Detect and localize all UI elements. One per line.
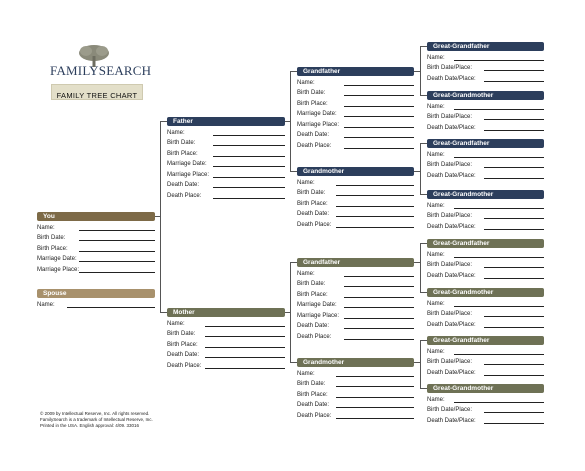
field-label: Death Date/Place: <box>427 321 476 328</box>
field-entry-line[interactable] <box>213 177 285 178</box>
field-row <box>167 158 285 169</box>
field-label: Death Place: <box>297 142 332 149</box>
field-entry-line[interactable] <box>484 81 544 82</box>
field-entry-line[interactable] <box>336 227 414 228</box>
field-label: Death Place: <box>167 362 202 369</box>
field-label: Marriage Date: <box>297 302 337 308</box>
field-label: Marriage Place: <box>297 121 340 128</box>
field-entry-line[interactable] <box>484 119 544 120</box>
field-label: Death Date: <box>297 323 330 329</box>
field-entry-line[interactable] <box>454 157 544 158</box>
field-label: Birth Date: <box>37 235 66 241</box>
field-entry-line[interactable] <box>344 297 414 298</box>
field-row <box>297 97 414 108</box>
field-label: Death Place: <box>297 221 332 228</box>
field-entry-line[interactable] <box>484 278 544 279</box>
field-row <box>427 404 544 415</box>
you-box <box>37 212 155 274</box>
field-label: Name: <box>297 270 315 277</box>
field-entry-line[interactable] <box>344 116 414 117</box>
great-grandmother-box <box>427 91 544 132</box>
field-label: Birth Date/Place: <box>427 262 473 268</box>
field-row <box>427 72 544 83</box>
field-entry-line[interactable] <box>484 229 544 230</box>
field-entry-line[interactable] <box>484 167 544 168</box>
field-entry-line[interactable] <box>336 407 414 408</box>
field-entry-line[interactable] <box>344 286 414 287</box>
field-entry-line[interactable] <box>344 276 414 277</box>
great-grandfather-box <box>427 239 544 280</box>
field-entry-line[interactable] <box>336 185 414 186</box>
field-label: Birth Place: <box>297 200 328 207</box>
person-header: Great-Grandmother <box>427 91 544 100</box>
field-row <box>427 308 544 319</box>
field-row <box>297 208 414 219</box>
field-label: Birth Date: <box>297 90 326 96</box>
field-entry-line[interactable] <box>336 195 414 196</box>
field-entry-line[interactable] <box>484 218 544 219</box>
field-label: Marriage Place: <box>297 312 340 319</box>
field-row <box>297 299 414 310</box>
field-entry-line[interactable] <box>213 166 285 167</box>
field-entry-line[interactable] <box>336 397 414 398</box>
field-row <box>297 278 414 289</box>
field-label: Birth Date/Place: <box>427 407 473 413</box>
field-row <box>297 388 414 399</box>
field-label: Birth Date: <box>297 190 326 196</box>
field-label: Death Date: <box>297 402 330 408</box>
field-entry-line[interactable] <box>344 85 414 86</box>
maternal-grandmother-box <box>297 358 414 420</box>
field-row <box>167 349 285 360</box>
field-entry-line[interactable] <box>336 386 414 387</box>
field-label: Name: <box>167 320 185 327</box>
paternal-grandfather-box <box>297 67 414 150</box>
field-row <box>297 288 414 299</box>
field-label: Birth Place: <box>297 391 328 398</box>
field-label: Birth Date/Place: <box>427 114 473 120</box>
field-label: Name: <box>427 103 445 110</box>
field-label: Birth Date/Place: <box>427 213 473 219</box>
field-entry-line[interactable] <box>454 60 544 61</box>
person-header: Grandfather <box>297 67 414 76</box>
field-entry-line[interactable] <box>484 327 544 328</box>
field-entry-line[interactable] <box>454 208 544 209</box>
field-label: Name: <box>37 224 55 231</box>
field-row <box>297 267 414 278</box>
field-row <box>167 147 285 158</box>
great-grandfather-box <box>427 42 544 83</box>
field-entry-line[interactable] <box>79 251 155 252</box>
field-entry-line[interactable] <box>213 198 285 199</box>
field-label: Name: <box>297 179 315 186</box>
person-header: Great-Grandfather <box>427 139 544 148</box>
field-entry-line[interactable] <box>484 316 544 317</box>
field-label: Name: <box>427 396 445 403</box>
field-label: Name: <box>297 79 315 86</box>
field-label: Birth Date: <box>297 281 326 287</box>
field-row <box>297 309 414 320</box>
field-row <box>297 330 414 341</box>
footer-line: FamilySearch is a trademark of Intellectual Reserve, Inc. <box>40 417 153 422</box>
field-row <box>427 100 544 111</box>
field-row <box>427 297 544 308</box>
field-row <box>297 118 414 129</box>
field-label: Birth Date/Place: <box>427 311 473 317</box>
chart-title: FAMILY TREE CHART <box>56 91 138 100</box>
field-row <box>427 121 544 132</box>
father-box <box>167 117 285 200</box>
field-label: Name: <box>427 54 445 61</box>
field-row <box>37 263 155 274</box>
field-label: Death Date/Place: <box>427 124 476 131</box>
field-entry-line[interactable] <box>67 307 155 308</box>
mother-box <box>167 308 285 370</box>
field-label: Marriage Place: <box>37 266 80 273</box>
great-grandfather-box <box>427 336 544 377</box>
field-entry-line[interactable] <box>213 145 285 146</box>
field-entry-line[interactable] <box>344 328 414 329</box>
field-label: Death Date/Place: <box>427 417 476 424</box>
field-label: Marriage Place: <box>167 171 210 178</box>
field-row <box>297 187 414 198</box>
field-row <box>427 169 544 180</box>
field-entry-line[interactable] <box>484 130 544 131</box>
person-header: You <box>37 212 155 221</box>
field-row <box>297 320 414 331</box>
field-row <box>427 220 544 231</box>
field-label: Death Date/Place: <box>427 369 476 376</box>
field-label: Marriage Date: <box>37 256 77 262</box>
field-row <box>427 159 544 170</box>
field-row <box>167 359 285 370</box>
field-label: Death Date: <box>297 132 330 138</box>
field-row <box>427 393 544 404</box>
field-row <box>427 345 544 356</box>
field-entry-line[interactable] <box>205 326 285 327</box>
person-header: Spouse <box>37 289 155 298</box>
field-row <box>37 298 155 309</box>
field-label: Birth Date: <box>167 140 196 146</box>
great-grandmother-box <box>427 384 544 425</box>
field-label: Name: <box>167 129 185 136</box>
field-entry-line[interactable] <box>213 156 285 157</box>
field-row <box>297 409 414 420</box>
field-entry-line[interactable] <box>336 376 414 377</box>
field-label: Name: <box>427 300 445 307</box>
field-row <box>427 269 544 280</box>
field-entry-line[interactable] <box>484 178 544 179</box>
field-entry-line[interactable] <box>344 318 414 319</box>
field-row <box>167 179 285 190</box>
field-row <box>297 176 414 187</box>
field-row <box>427 111 544 122</box>
person-header: Grandmother <box>297 167 414 176</box>
field-entry-line[interactable] <box>484 70 544 71</box>
chart-title-box <box>51 84 143 100</box>
field-entry-line[interactable] <box>344 137 414 138</box>
field-label: Death Date: <box>297 211 330 217</box>
field-entry-line[interactable] <box>454 402 544 403</box>
person-header: Great-Grandmother <box>427 190 544 199</box>
field-row <box>37 242 155 253</box>
person-header: Grandmother <box>297 358 414 367</box>
field-label: Death Date/Place: <box>427 75 476 82</box>
field-row <box>167 126 285 137</box>
field-label: Birth Place: <box>37 245 68 252</box>
field-row <box>37 232 155 243</box>
field-label: Birth Date: <box>167 331 196 337</box>
field-row <box>427 366 544 377</box>
field-label: Birth Date/Place: <box>427 162 473 168</box>
field-label: Birth Date: <box>297 381 326 387</box>
person-header: Great-Grandmother <box>427 384 544 393</box>
field-entry-line[interactable] <box>79 240 155 241</box>
field-label: Birth Place: <box>297 291 328 298</box>
field-row <box>297 87 414 98</box>
field-entry-line[interactable] <box>79 230 155 231</box>
field-entry-line[interactable] <box>454 257 544 258</box>
field-row <box>297 399 414 410</box>
logo-text: FAMILYSEARCH <box>50 63 152 78</box>
field-label: Marriage Date: <box>167 161 207 167</box>
field-row <box>427 248 544 259</box>
field-row <box>37 253 155 264</box>
paternal-grandmother-box <box>297 167 414 229</box>
field-label: Marriage Date: <box>297 111 337 117</box>
field-entry-line[interactable] <box>484 375 544 376</box>
field-row <box>427 318 544 329</box>
field-row <box>427 148 544 159</box>
field-row <box>297 378 414 389</box>
field-row <box>427 210 544 221</box>
field-label: Name: <box>427 348 445 355</box>
field-entry-line[interactable] <box>484 423 544 424</box>
field-label: Death Place: <box>297 412 332 419</box>
field-entry-line[interactable] <box>336 206 414 207</box>
field-entry-line[interactable] <box>484 267 544 268</box>
person-header: Father <box>167 117 285 126</box>
field-label: Death Date/Place: <box>427 172 476 179</box>
field-row <box>427 414 544 425</box>
field-entry-line[interactable] <box>344 339 414 340</box>
field-row <box>427 259 544 270</box>
field-entry-line[interactable] <box>213 187 285 188</box>
person-header: Great-Grandfather <box>427 336 544 345</box>
person-header: Grandfather <box>297 258 414 267</box>
great-grandfather-box <box>427 139 544 180</box>
footer-line: Printed in the USA. English approval: 4/09. 33016 <box>40 423 140 428</box>
great-grandmother-box <box>427 190 544 231</box>
field-label: Name: <box>297 370 315 377</box>
field-label: Name: <box>427 151 445 158</box>
field-entry-line[interactable] <box>454 354 544 355</box>
field-row <box>297 139 414 150</box>
field-entry-line[interactable] <box>344 127 414 128</box>
great-grandmother-box <box>427 288 544 329</box>
field-entry-line[interactable] <box>344 106 414 107</box>
field-label: Birth Date/Place: <box>427 359 473 365</box>
field-row <box>297 197 414 208</box>
field-entry-line[interactable] <box>484 364 544 365</box>
person-header: Great-Grandfather <box>427 42 544 51</box>
field-label: Death Date: <box>167 352 200 358</box>
field-row <box>427 199 544 210</box>
field-entry-line[interactable] <box>336 418 414 419</box>
field-row <box>427 356 544 367</box>
field-entry-line[interactable] <box>336 216 414 217</box>
field-label: Birth Place: <box>167 341 198 348</box>
person-header: Mother <box>167 308 285 317</box>
field-entry-line[interactable] <box>205 336 285 337</box>
footer-line: © 2009 by Intellectual Reserve, Inc. All rights reserved. <box>40 411 150 416</box>
familysearch-logo <box>50 44 152 78</box>
field-row <box>297 129 414 140</box>
field-label: Birth Place: <box>167 150 198 157</box>
field-label: Death Date/Place: <box>427 272 476 279</box>
field-entry-line[interactable] <box>205 368 285 369</box>
field-row <box>167 137 285 148</box>
field-label: Death Place: <box>297 333 332 340</box>
field-entry-line[interactable] <box>79 261 155 262</box>
field-label: Name: <box>37 301 55 308</box>
field-entry-line[interactable] <box>454 306 544 307</box>
field-row <box>297 367 414 378</box>
maternal-grandfather-box <box>297 258 414 341</box>
field-label: Death Date: <box>167 182 200 188</box>
field-row <box>167 338 285 349</box>
field-entry-line[interactable] <box>454 109 544 110</box>
field-row <box>167 328 285 339</box>
field-label: Name: <box>427 251 445 258</box>
field-label: Birth Date/Place: <box>427 65 473 71</box>
field-label: Death Date/Place: <box>427 223 476 230</box>
copyright-footer <box>40 411 153 429</box>
field-entry-line[interactable] <box>205 357 285 358</box>
field-entry-line[interactable] <box>213 135 285 136</box>
field-entry-line[interactable] <box>79 272 155 273</box>
field-entry-line[interactable] <box>344 95 414 96</box>
field-row <box>167 317 285 328</box>
field-row <box>297 76 414 87</box>
field-row <box>167 189 285 200</box>
field-label: Birth Place: <box>297 100 328 107</box>
field-label: Name: <box>427 202 445 209</box>
field-row <box>427 51 544 62</box>
field-entry-line[interactable] <box>344 148 414 149</box>
field-label: Death Place: <box>167 192 202 199</box>
field-row <box>297 218 414 229</box>
person-header: Great-Grandfather <box>427 239 544 248</box>
field-row <box>297 108 414 119</box>
field-entry-line[interactable] <box>344 307 414 308</box>
field-entry-line[interactable] <box>484 412 544 413</box>
field-row <box>37 221 155 232</box>
field-row <box>167 168 285 179</box>
field-row <box>427 62 544 73</box>
field-entry-line[interactable] <box>205 347 285 348</box>
spouse-box <box>37 289 155 309</box>
person-header: Great-Grandmother <box>427 288 544 297</box>
